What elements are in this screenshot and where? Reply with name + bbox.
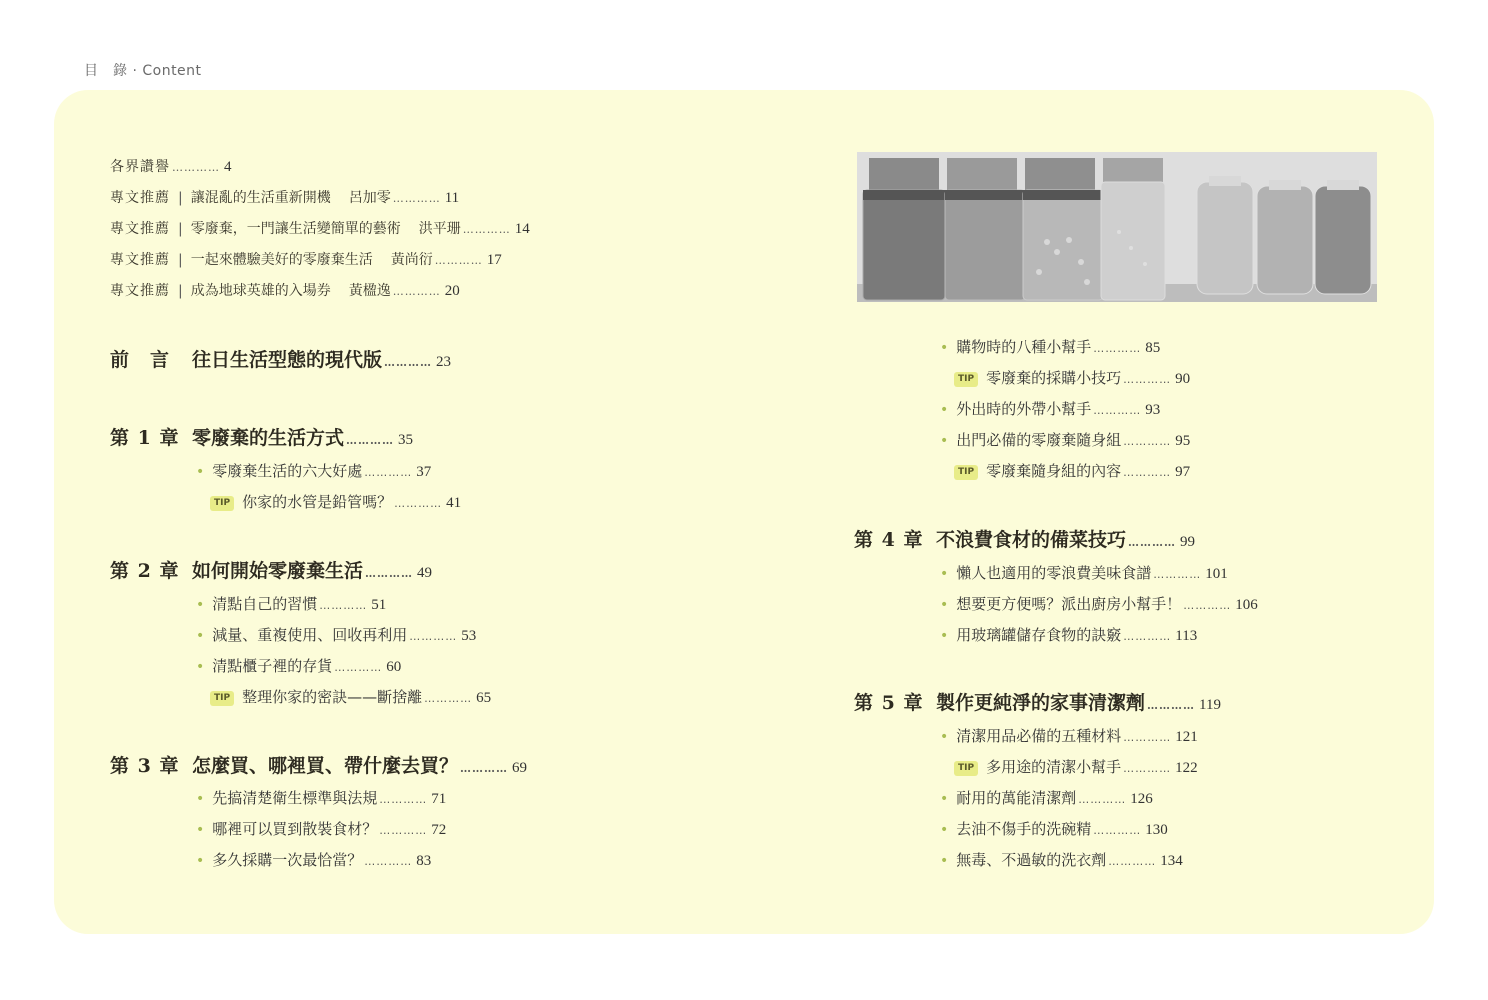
- toc-item: • 哪裡可以買到散裝食材？ ………… 72: [196, 820, 447, 838]
- toc-item: • 無毒、不過敏的洗衣劑 ………… 134: [940, 851, 1183, 869]
- endorsement-type: 專文推薦: [110, 190, 170, 206]
- bullet-icon: •: [196, 822, 205, 838]
- toc-tip-item: TIP 零廢棄的採購小技巧 ………… 90: [954, 367, 1190, 389]
- tip-badge: TIP: [210, 496, 234, 511]
- page-number: 113: [1175, 628, 1198, 644]
- chapter-title: 零廢棄的生活方式: [192, 427, 345, 449]
- chapter-label: 第 2 章: [110, 560, 180, 582]
- tip-badge: TIP: [210, 691, 234, 706]
- toc-item-text: 清點自己的習慣: [212, 595, 318, 613]
- bullet-icon: •: [196, 597, 205, 613]
- toc-item-text: 用玻璃罐儲存食物的訣竅: [956, 626, 1122, 644]
- page-number: 95: [1175, 433, 1191, 449]
- toc-item: • 出門必備的零廢棄隨身組 ………… 95: [940, 431, 1191, 449]
- endorsement-title: 一起來體驗美好的零廢棄生活: [190, 252, 373, 268]
- page-number: 37: [416, 464, 432, 480]
- page-number: 90: [1175, 371, 1191, 387]
- page-header: 目 錄 · Content: [84, 63, 202, 79]
- page-number: 20: [444, 283, 460, 299]
- bullet-icon: •: [196, 628, 205, 644]
- toc-item-text: 懶人也適用的零浪費美味食譜: [956, 564, 1152, 582]
- endorsement-title: 成為地球英雄的入場券: [190, 283, 331, 299]
- bullet-icon: •: [940, 791, 949, 807]
- page-number: 121: [1175, 729, 1198, 745]
- toc-item: • 清點櫃子裡的存貨 ………… 60: [196, 657, 402, 675]
- toc-item-text: 無毒、不過敏的洗衣劑: [956, 851, 1107, 869]
- bullet-icon: •: [196, 659, 205, 675]
- page-number: 51: [371, 597, 387, 613]
- toc-item-text: 哪裡可以買到散裝食材？: [212, 820, 378, 838]
- toc-item-text: 想要更方便嗎？派出廚房小幫手！: [956, 595, 1182, 613]
- page-number: 11: [444, 190, 460, 206]
- toc-tip-item: TIP 零廢棄隨身組的內容 ………… 97: [954, 460, 1190, 482]
- bullet-icon: •: [940, 853, 949, 869]
- endorsement-author: 洪平珊: [418, 221, 461, 237]
- tip-badge: TIP: [954, 372, 978, 387]
- bullet-icon: •: [940, 729, 949, 745]
- chapter-label: 第 3 章: [110, 755, 180, 777]
- bullet-icon: •: [940, 340, 949, 356]
- page-number: 97: [1175, 464, 1191, 480]
- page-number: 35: [398, 432, 414, 448]
- chapter-heading: 第 2 章 如何開始零廢棄生活 ………… 49: [110, 556, 432, 583]
- endorsement-author: 呂加零: [348, 190, 391, 206]
- endorsement-line: 專文推薦 | 成為地球英雄的入場券 黃楹逸 ………… 20: [110, 280, 460, 300]
- toc-item-text: 零廢棄的採購小技巧: [986, 369, 1122, 387]
- glass-jars-photo: [857, 152, 1377, 302]
- chapter-heading: 第 1 章 零廢棄的生活方式 ………… 35: [110, 423, 413, 450]
- chapter-title: 怎麼買、哪裡買、帶什麼去買？: [192, 755, 459, 777]
- page-number: 134: [1160, 853, 1183, 869]
- page-number: 99: [1180, 534, 1196, 550]
- toc-item-text: 零廢棄隨身組的內容: [986, 462, 1122, 480]
- page-number: 41: [446, 495, 462, 511]
- toc-item-text: 去油不傷手的洗碗精: [956, 820, 1092, 838]
- toc-tip-item: TIP 你家的水管是鉛管嗎？ ………… 41: [210, 491, 461, 513]
- endorsement-author: 黃尚衍: [390, 252, 433, 268]
- toc-item-text: 零廢棄生活的六大好處: [212, 462, 363, 480]
- toc-item-text: 購物時的八種小幫手: [956, 338, 1092, 356]
- chapter-heading: 第 5 章 製作更純淨的家事清潔劑 ………… 119: [854, 688, 1221, 715]
- preface-heading: 前 言 往日生活型態的現代版 ………… 23: [110, 345, 451, 372]
- toc-item: • 零廢棄生活的六大好處 ………… 37: [196, 462, 432, 480]
- toc-tip-item: TIP 整理你家的密訣——斷捨離 ………… 65: [210, 686, 491, 708]
- toc-item-text: 清潔用品必備的五種材料: [956, 727, 1122, 745]
- page-number: 122: [1175, 760, 1198, 776]
- page-number: 85: [1145, 340, 1161, 356]
- toc-item: • 用玻璃罐儲存食物的訣竅 ………… 113: [940, 626, 1198, 644]
- toc-item: • 減量、重複使用、回收再利用 ………… 53: [196, 626, 477, 644]
- toc-item-text: 多久採購一次最恰當？: [212, 851, 363, 869]
- page-number: 101: [1205, 566, 1228, 582]
- endorsement-type: 專文推薦: [110, 221, 170, 237]
- chapter-heading: 第 3 章 怎麼買、哪裡買、帶什麼去買？ ………… 69: [110, 751, 527, 778]
- contents-panel: [54, 90, 1434, 934]
- toc-item: • 先搞清楚衛生標準與法規 ………… 71: [196, 789, 447, 807]
- bullet-icon: •: [196, 791, 205, 807]
- chapter-label: 前 言: [110, 349, 171, 371]
- endorsement-title: 零廢棄，一門讓生活變簡單的藝術: [190, 221, 401, 237]
- page-number: 119: [1199, 697, 1221, 713]
- page-number: 130: [1145, 822, 1168, 838]
- page-number: 60: [386, 659, 402, 675]
- bullet-icon: •: [940, 402, 949, 418]
- toc-item: • 懶人也適用的零浪費美味食譜 ………… 101: [940, 564, 1228, 582]
- tip-badge: TIP: [954, 761, 978, 776]
- bullet-icon: •: [940, 566, 949, 582]
- page-number: 17: [486, 252, 502, 268]
- toc-item-text: 先搞清楚衛生標準與法規: [212, 789, 378, 807]
- page-number: 126: [1130, 791, 1153, 807]
- bullet-icon: •: [196, 853, 205, 869]
- toc-item: • 去油不傷手的洗碗精 ………… 130: [940, 820, 1168, 838]
- toc-item-text: 整理你家的密訣——斷捨離: [242, 688, 423, 706]
- chapter-label: 第 5 章: [854, 692, 924, 714]
- page-number: 93: [1145, 402, 1161, 418]
- page-number: 72: [431, 822, 447, 838]
- tip-badge: TIP: [954, 465, 978, 480]
- page-number: 69: [512, 760, 528, 776]
- endorsement-line: 專文推薦 | 零廢棄，一門讓生活變簡單的藝術 洪平珊 ………… 14: [110, 218, 530, 238]
- toc-tip-item: TIP 多用途的清潔小幫手 ………… 122: [954, 756, 1198, 778]
- page-number: 49: [417, 565, 433, 581]
- bullet-icon: •: [940, 628, 949, 644]
- chapter-label: 第 4 章: [854, 529, 924, 551]
- chapter-title: 不浪費食材的備菜技巧: [936, 529, 1127, 551]
- page-number: 65: [476, 690, 492, 706]
- page-number: 23: [436, 354, 452, 370]
- bullet-icon: •: [940, 433, 949, 449]
- toc-item-text: 減量、重複使用、回收再利用: [212, 626, 408, 644]
- toc-item: • 購物時的八種小幫手 ………… 85: [940, 338, 1161, 356]
- page-number: 83: [416, 853, 432, 869]
- bullet-icon: •: [940, 822, 949, 838]
- jars-illustration: [857, 152, 1377, 302]
- endorsement-line: 各界讚譽 ………… 4: [110, 156, 232, 176]
- toc-item: • 耐用的萬能清潔劑 ………… 126: [940, 789, 1153, 807]
- toc-item: • 外出時的外帶小幫手 ………… 93: [940, 400, 1161, 418]
- chapter-heading: 第 4 章 不浪費食材的備菜技巧 ………… 99: [854, 525, 1195, 552]
- endorsement-type: 各界讚譽: [110, 159, 170, 175]
- toc-item: • 想要更方便嗎？派出廚房小幫手！ ………… 106: [940, 595, 1258, 613]
- chapter-title: 如何開始零廢棄生活: [192, 560, 364, 582]
- endorsement-title: 讓混亂的生活重新開機: [190, 190, 331, 206]
- page-number: 71: [431, 791, 447, 807]
- bullet-icon: •: [196, 464, 205, 480]
- chapter-title: 往日生活型態的現代版: [192, 349, 383, 371]
- toc-item-text: 清點櫃子裡的存貨: [212, 657, 333, 675]
- endorsement-author: 黃楹逸: [348, 283, 391, 299]
- endorsement-line: 專文推薦 | 讓混亂的生活重新開機 呂加零 ………… 11: [110, 187, 459, 207]
- page-number: 106: [1235, 597, 1258, 613]
- toc-item-text: 你家的水管是鉛管嗎？: [242, 493, 393, 511]
- endorsement-type: 專文推薦: [110, 283, 170, 299]
- toc-item: • 清潔用品必備的五種材料 ………… 121: [940, 727, 1198, 745]
- toc-item: • 清點自己的習慣 ………… 51: [196, 595, 387, 613]
- endorsement-line: 專文推薦 | 一起來體驗美好的零廢棄生活 黃尚衍 ………… 17: [110, 249, 502, 269]
- toc-item: • 多久採購一次最恰當？ ………… 83: [196, 851, 432, 869]
- toc-item-text: 出門必備的零廢棄隨身組: [956, 431, 1122, 449]
- bullet-icon: •: [940, 597, 949, 613]
- page-number: 14: [514, 221, 530, 237]
- toc-item-text: 外出時的外帶小幫手: [956, 400, 1092, 418]
- chapter-title: 製作更純淨的家事清潔劑: [936, 692, 1146, 714]
- page-number: 53: [461, 628, 477, 644]
- toc-item-text: 耐用的萬能清潔劑: [956, 789, 1077, 807]
- endorsement-type: 專文推薦: [110, 252, 170, 268]
- page-number: 4: [224, 159, 232, 175]
- toc-item-text: 多用途的清潔小幫手: [986, 758, 1122, 776]
- chapter-label: 第 1 章: [110, 427, 180, 449]
